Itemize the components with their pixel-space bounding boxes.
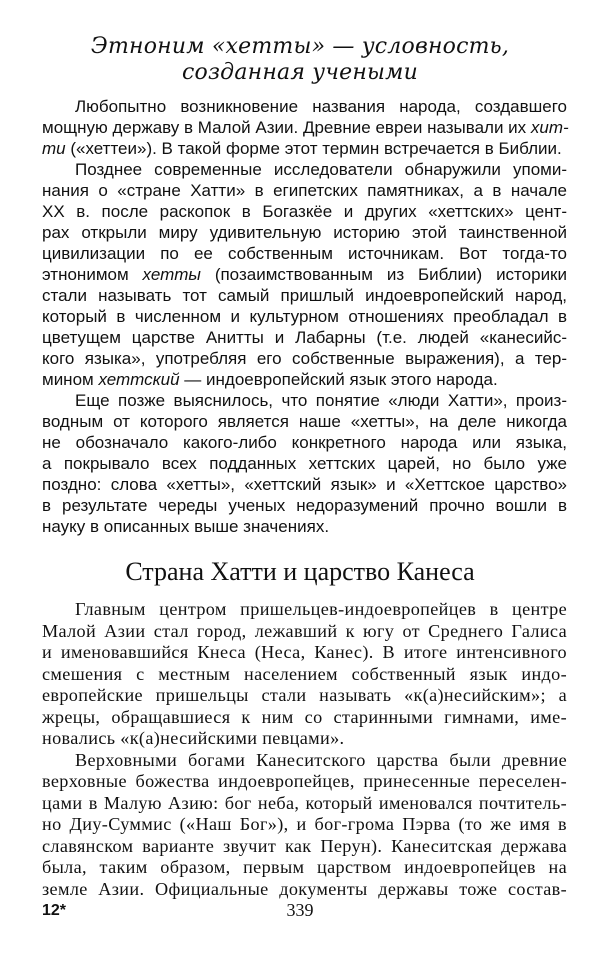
text-line: [42, 516, 567, 537]
text-line: [42, 621, 567, 643]
text-line: [42, 180, 567, 201]
text-line: [42, 599, 567, 621]
text-segment: Любопытно возникновение названия народа, создавшего: [75, 97, 567, 116]
text-segment: земле Азии. Официальные документы державы тоже состав-: [42, 878, 567, 899]
text-segment: но Диу-Суммис («Наш Бог»), и бог-грома Пэрва (то же имя в: [42, 814, 567, 834]
text-line: [42, 836, 567, 858]
section-title-line-2: созданная учеными: [182, 60, 418, 85]
section-title-line-1: Этноним «хетты» — условность,: [90, 34, 510, 59]
text-segment: жрецы, обращавшиеся к ним со старинными гимнами, име-: [42, 706, 567, 727]
text-segment: верховные божества индоевропейцев, принесенные переселен-: [42, 771, 567, 791]
italic-term: хит-: [530, 118, 569, 137]
text-segment: мощную державу в Малой Азии. Древние евреи называли их: [42, 118, 531, 137]
text-segment: (позаимствованным из Библии) историки: [200, 265, 567, 284]
text-line: [42, 432, 567, 453]
text-line: [42, 793, 567, 815]
text-line: [42, 243, 567, 264]
text-line: [42, 750, 567, 772]
text-segment: («хеттеи»). В такой форме этот термин встречается в Библии.: [65, 139, 562, 158]
text-line: [42, 159, 567, 180]
italic-term: ти: [42, 139, 66, 158]
text-segment: кого языка», употребляя его собственные выражения), а тер-: [42, 349, 567, 368]
text-line: [42, 222, 567, 243]
text-line: [42, 369, 567, 390]
text-segment: науку в описанных выше значениях.: [42, 517, 330, 536]
text-segment: рах открыли миру удивительную историю этой таинственной: [42, 223, 567, 242]
text-line: [42, 474, 567, 495]
text-segment: цветущем царстве Анитты и Лабарны (т.е. людей «канесийс-: [42, 328, 567, 347]
section-1-body: [42, 96, 567, 537]
text-line: [42, 707, 567, 729]
text-segment: Позднее современные исследователи обнаружили упоми-: [75, 160, 567, 179]
section-title: [0, 34, 600, 86]
text-line: [42, 348, 567, 369]
text-segment: нания о «стране Хатти» в египетских памятниках, а в начале: [42, 181, 567, 200]
text-segment: который в численном и культурном отношениях преобладал в: [42, 307, 567, 326]
text-segment: мином: [42, 370, 99, 389]
text-line: [42, 857, 567, 879]
text-segment: стали называть тот самый пришлый индоевропейский народ,: [42, 286, 567, 305]
italic-term: хетты: [142, 265, 201, 284]
signature-mark: 12*: [42, 902, 67, 919]
text-segment: Верховными богами Канеситского царства были древние: [75, 749, 567, 770]
text-line: [42, 138, 567, 159]
text-segment: цивилизации по ее собственным источникам. Вот тогда-то: [42, 244, 567, 263]
text-line: [42, 96, 567, 117]
text-line: [42, 327, 567, 348]
text-segment: европейские пришельцы стали называть «к(а)несийским»; а: [42, 685, 567, 705]
text-segment: Главным центром пришельцев-индоевропейцев в центре: [75, 599, 567, 619]
text-line: [42, 306, 567, 327]
text-segment: и именовавшийся Кнеса (Неса, Канес). В итоге интенсивного: [42, 642, 567, 662]
section-2-body: [42, 599, 567, 900]
text-line: [42, 117, 567, 138]
text-line: [42, 390, 567, 411]
text-line: [42, 411, 567, 432]
text-line: [42, 664, 567, 686]
section-heading-2: Страна Хатти и царство Канеса: [125, 557, 475, 586]
text-line: [42, 453, 567, 474]
text-line: [42, 879, 567, 901]
text-segment: новались «к(а)несийскими певцами».: [42, 728, 345, 748]
text-segment: этнонимом: [42, 265, 143, 284]
text-segment: Еще позже выяснилось, что понятие «люди Хатти», произ-: [75, 391, 567, 410]
text-line: [42, 728, 567, 750]
text-segment: в результате череды ученых недоразумений прочно вошли в: [42, 496, 567, 515]
text-segment: поздно: слова «хетты», «хеттский язык» и «Хеттское царство»: [42, 475, 567, 494]
text-line: [42, 285, 567, 306]
text-segment: не обозначало какого-либо конкретного народа или языка,: [42, 433, 567, 452]
text-line: [42, 814, 567, 836]
text-line: [42, 201, 567, 222]
text-segment: была, таким образом, первым царством индоевропейцев на: [42, 857, 567, 877]
text-segment: смешения с местным населением собственный язык индо-: [42, 663, 567, 684]
text-segment: славянском варианте звучит как Перун). Канеситская держава: [42, 835, 567, 856]
text-segment: водным от которого является наше «хетты», на деле никогда: [42, 412, 567, 431]
text-segment: XX в. после раскопок в Богазкёе и других «хеттских» цент-: [42, 202, 567, 221]
text-segment: Малой Азии стал город, лежавший к югу от Среднего Галиса: [42, 620, 567, 641]
page-number: 339: [286, 900, 314, 920]
italic-term: хеттский: [98, 370, 180, 389]
text-line: [42, 264, 567, 285]
text-line: [42, 642, 567, 664]
text-line: [42, 771, 567, 793]
text-line: [42, 685, 567, 707]
text-line: [42, 495, 567, 516]
text-segment: цами в Малую Азию: бог неба, который именовался почтитель-: [42, 792, 567, 813]
text-segment: — индоевропейский язык этого народа.: [179, 370, 498, 389]
text-segment: а покрывало всех подданных хеттских царей, но было уже: [42, 454, 567, 473]
